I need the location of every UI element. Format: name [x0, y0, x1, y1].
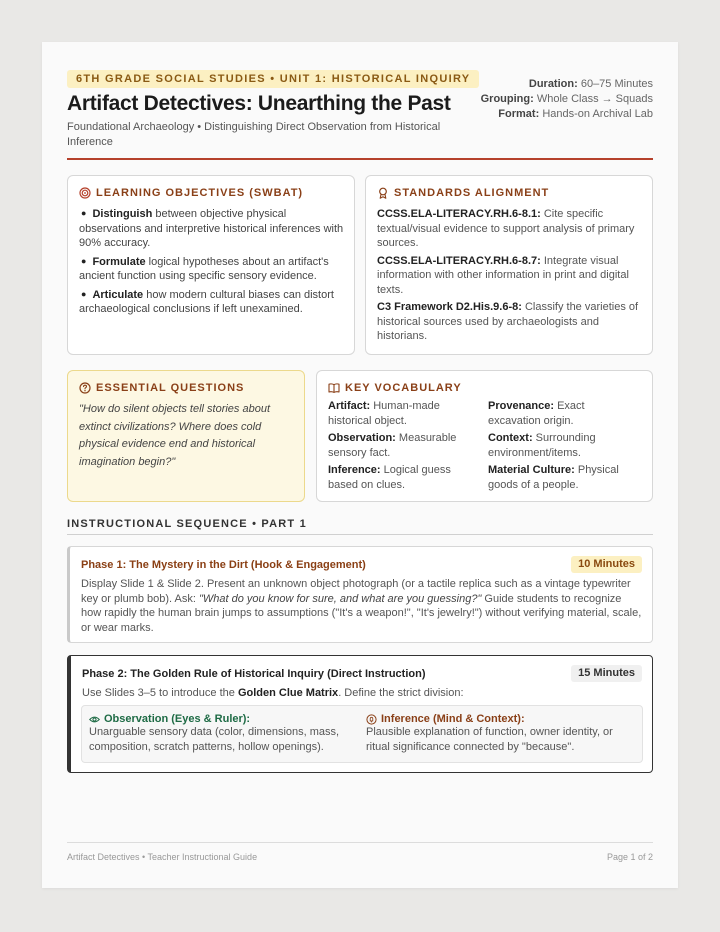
phase-title: Phase 2: The Golden Rule of Historical Inquiry (Direct Instruction): [82, 668, 426, 680]
inference-text: Plausible explanation of function, owner identity, or ritual significance connected by "because".: [366, 726, 613, 753]
book-icon: [328, 382, 340, 394]
vocab-item: [328, 463, 488, 492]
list-item: ● Articulate how modern cultural biases can distort archaeological conclusions if left unexamined.: [79, 288, 334, 315]
phase-body-text: Display Slide 1 & Slide 2. Present an unknown object photograph (or a tactile replica such as a vintage typewriter key or plumb bob). Ask:: [81, 578, 631, 605]
objective-text: logical hypotheses about an artifact's ancient function using specific sensory evidence.: [79, 255, 329, 282]
inference-column: [366, 713, 636, 754]
lightbulb-icon: [366, 714, 377, 725]
standard-text: Classify the varieties of historical sources used by archaeologists and historians.: [377, 301, 639, 342]
lesson-meta: [453, 77, 653, 122]
observation-heading-text: Observation (Eyes & Ruler):: [104, 713, 251, 725]
phase-2-card: [67, 655, 653, 773]
list-item: ● Distinguish between objective physical observations and interpretive historical inferences with 90% accuracy.: [79, 208, 344, 249]
page-subtitle: Foundational Archaeology • Distinguishing Direct Observation from Historical Inference: [67, 121, 441, 148]
objective-verb: Distinguish: [92, 208, 153, 220]
section-heading: INSTRUCTIONAL SEQUENCE • PART 1: [67, 518, 307, 530]
objective-text: how modern cultural biases can distort archaeological conclusions if left unexamined.: [79, 288, 334, 315]
grouping-row: [453, 92, 653, 107]
objective-verb: Articulate: [92, 288, 144, 301]
standard-text: Integrate visual information with other information in print and digital texts.: [377, 254, 629, 296]
grouping-value: Whole Class → Squads: [536, 93, 653, 105]
phase-time-badge: 15 Minutes: [571, 665, 642, 682]
vocab-item: [488, 399, 648, 428]
course-badge: 6TH GRADE SOCIAL STUDIES • UNIT 1: HISTORICAL INQUIRY: [67, 70, 479, 88]
objective-verb: Formulate: [92, 255, 146, 268]
vocab-item: [328, 399, 488, 428]
duration-label: Duration:: [528, 78, 578, 90]
essential-question-quote: "How do silent objects tell stories about extinct civilizations? Where does cold physical evidence end and historical imagination begin?": [79, 403, 271, 468]
phase-1-card: [67, 546, 653, 643]
objective-text: between objective physical observations and interpretive historical inferences with 90% accuracy.: [79, 208, 344, 249]
objectives-heading-text: LEARNING OBJECTIVES (SWBAT): [96, 187, 304, 199]
standard-code: CCSS.ELA-LITERACY.RH.6-8.7:: [377, 254, 541, 267]
phase-body-quote: "What do you know for sure, and what are you guessing?": [199, 592, 482, 605]
vocab-item: [488, 431, 648, 460]
phase-body: [82, 686, 644, 701]
vocab-term: Artifact:: [328, 400, 371, 412]
vocab-definition: Surrounding environment/items.: [488, 432, 596, 459]
objectives-heading: [79, 187, 303, 199]
golden-clue-matrix: [81, 705, 643, 763]
format-label: Format:: [498, 108, 540, 120]
standard-code: CCSS.ELA-LITERACY.RH.6-8.1:: [377, 208, 541, 220]
phase-body-text: Use Slides 3–5 to introduce the: [82, 687, 238, 699]
format-value: Hands-on Archival Lab: [542, 108, 653, 120]
vocabulary-heading-text: KEY VOCABULARY: [345, 382, 462, 394]
footer-title: Artifact Detectives • Teacher Instructional Guide: [67, 852, 258, 862]
standards-alignment-card: [365, 175, 653, 355]
essential-heading: [79, 382, 244, 394]
standards-heading: [377, 187, 549, 199]
key-vocabulary-card: [316, 370, 653, 502]
observation-column: [89, 713, 359, 754]
list-item: ● Formulate logical hypotheses about an artifact's ancient function using specific sensory evidence.: [79, 255, 329, 282]
vocab-definition: Measurable sensory fact.: [328, 432, 457, 459]
learning-objectives-card: [67, 175, 355, 355]
footer-divider: [67, 842, 653, 843]
vocab-term: Provenance:: [488, 400, 555, 412]
lesson-plan-page: [42, 42, 678, 888]
list-item: [377, 207, 643, 251]
vocab-term: Observation:: [328, 432, 396, 444]
phase-body-bold: Golden Clue Matrix: [237, 687, 339, 699]
objectives-list: [79, 207, 345, 321]
page-title: Artifact Detectives: Unearthing the Past: [67, 92, 451, 115]
duration-value: 60–75 Minutes: [580, 78, 653, 90]
phase-title: Phase 1: The Mystery in the Dirt (Hook & Engagement): [81, 559, 366, 571]
vocab-definition: Human-made historical object.: [328, 400, 440, 427]
duration-row: [453, 77, 653, 92]
vocab-term: Inference:: [328, 464, 381, 476]
vocab-item: [328, 431, 488, 460]
format-row: [453, 107, 653, 122]
standards-list: [377, 207, 643, 347]
header-divider: [67, 158, 653, 160]
eye-icon: [89, 714, 100, 725]
vocab-definition: Logical guess based on clues.: [328, 464, 451, 491]
observation-text: Unarguable sensory data (color, dimensions, mass, composition, scratch patterns, hollow openings).: [89, 726, 340, 753]
vocab-item: [488, 463, 648, 492]
vocab-definition: Physical goods of a people.: [488, 464, 619, 491]
standards-heading-text: STANDARDS ALIGNMENT: [394, 187, 550, 199]
vocab-term: Context:: [488, 432, 533, 444]
vocabulary-grid: [328, 399, 648, 492]
target-icon: [79, 187, 91, 199]
grouping-label: Grouping:: [480, 93, 534, 105]
inference-heading-text: Inference (Mind & Context):: [381, 713, 525, 725]
phase-body-text: Guide students to recognize how rapidly the human brain jumps to assumptions ("It's a weapon!", "It's jewelry!") without verifying material, scale, or wear marks.: [81, 592, 642, 634]
standard-code: C3 Framework D2.His.9.6-8:: [377, 301, 522, 313]
page-number: Page 1 of 2: [606, 852, 653, 862]
standard-text: Cite specific textual/visual evidence to support analysis of primary sources.: [377, 208, 635, 249]
question-circle-icon: [79, 382, 91, 394]
vocab-definition: Exact excavation origin.: [488, 400, 585, 427]
vocab-term: Material Culture:: [488, 464, 575, 476]
section-divider: [67, 534, 653, 535]
vocabulary-heading: [328, 382, 462, 394]
essential-questions-card: [67, 370, 305, 502]
inference-heading: [366, 713, 636, 725]
phase-time-badge: 10 Minutes: [571, 556, 642, 573]
list-item: [377, 254, 643, 298]
list-item: [377, 300, 643, 344]
essential-heading-text: ESSENTIAL QUESTIONS: [96, 382, 245, 394]
phase-body-text: . Define the strict division:: [338, 687, 464, 699]
observation-heading: [89, 713, 359, 725]
phase-body: [81, 577, 643, 635]
award-icon: [377, 187, 389, 199]
